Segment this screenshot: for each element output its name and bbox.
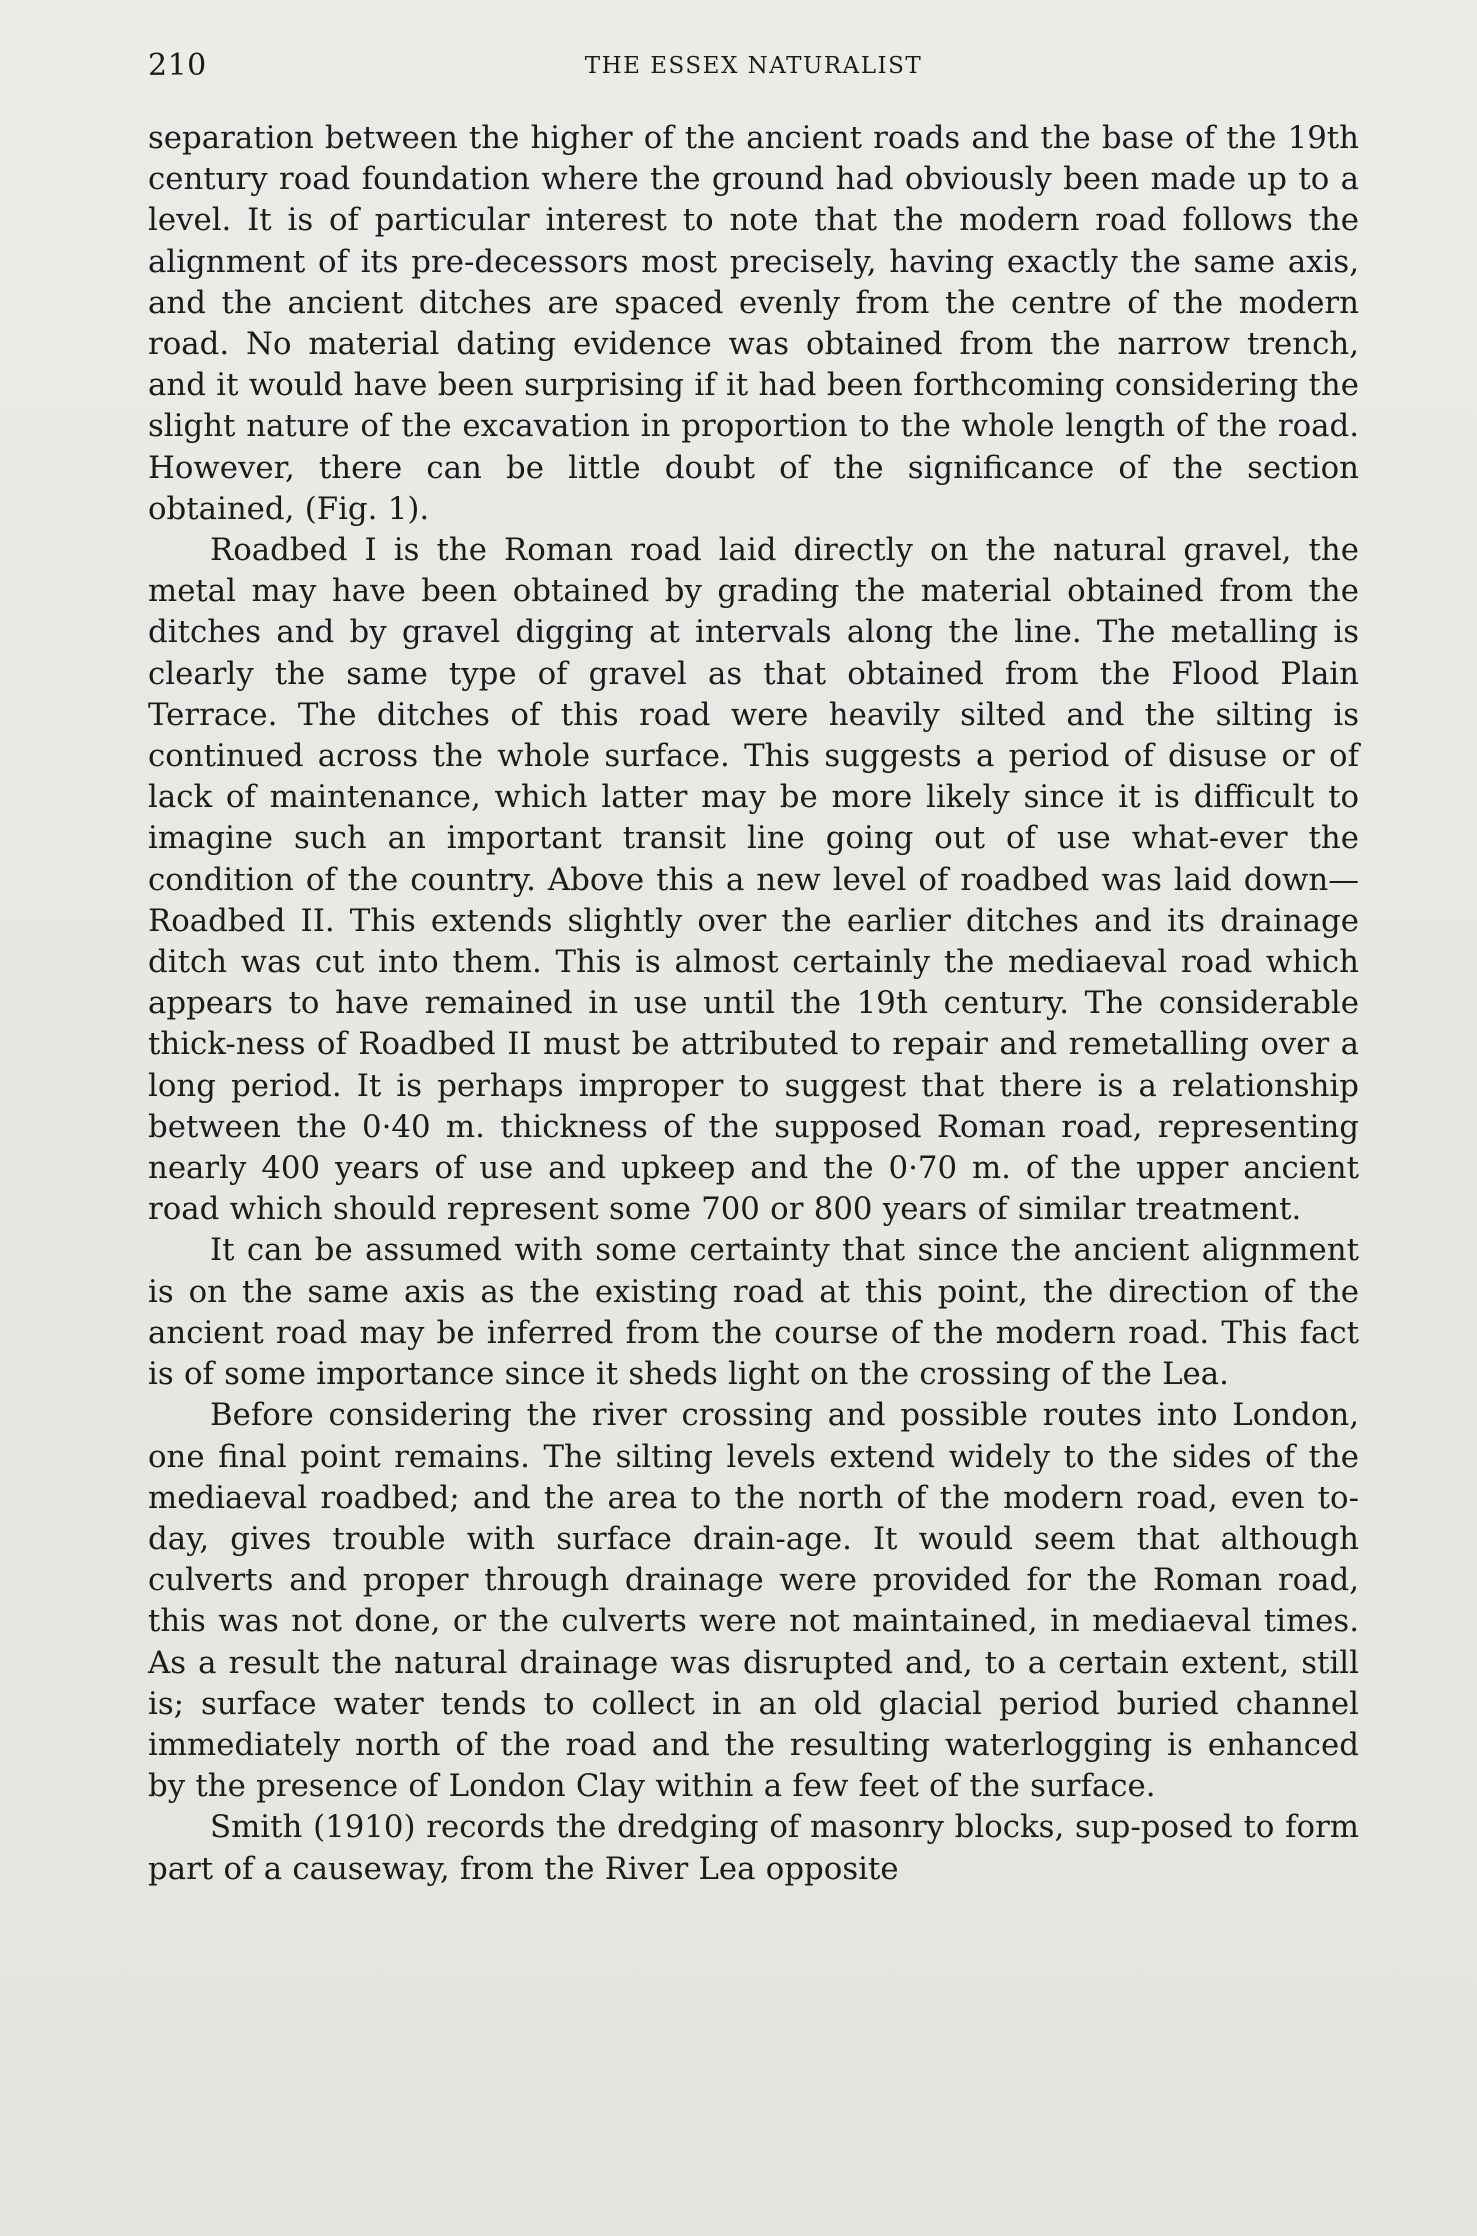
- paragraph-1: separation between the higher of the ancient roads and the base of the 19th century road foundation where the ground had obviously been made up to a level. It is of particular interest to note that the modern road follows the alignment of its pre-decessors most precisely, having exactly the same axis, and the ancient ditches are spaced evenly from the centre of the modern road. No material dating evidence was obtained from the narrow trench, and it would have been surprising if it had been forthcoming considering the slight nature of the excavation in proportion to the whole length of the road. However, there can be little doubt of the significance of the section obtained, (Fig. 1).: [148, 120, 1359, 527]
- paragraph-2: Roadbed I is the Roman road laid directly on the natural gravel, the metal may have been obtained by grading the material obtained from the ditches and by gravel digging at intervals along the line. The metalling is clearly the same type of gravel as that obtained from the Flood Plain Terrace. The ditches of this road were heavily silted and the silting is continued across the whole surface. This suggests a period of disuse or of lack of maintenance, which latter may be more likely since it is difficult to imagine such an important transit line going out of use what-ever the condition of the country. Above this a new level of roadbed was laid down—Roadbed II. This extends slightly over the earlier ditches and its drainage ditch was cut into them. This is almost certainly the mediaeval road which appears to have remained in use until the 19th century. The considerable thick-ness of Roadbed II must be attributed to repair and remetalling over a long period. It is perhaps improper to suggest that there is a relationship between the 0·40 m. thickness of the supposed Roman road, representing nearly 400 years of use and upkeep and the 0·70 m. of the upper ancient road which should represent some 700 or 800 years of similar treatment.: [148, 532, 1359, 1228]
- paragraph-3: It can be assumed with some certainty that since the ancient alignment is on the same axis as the existing road at this point, the direction of the ancient road may be inferred from the course of the modern road. This fact is of some importance since it sheds light on the crossing of the Lea.: [148, 1232, 1359, 1393]
- paragraph-4: Before considering the river crossing and possible routes into London, one final point remains. The silting levels extend widely to the sides of the mediaeval roadbed; and the area to the north of the modern road, even to-day, gives trouble with surface drain-age. It would seem that although culverts and proper through drainage were provided for the Roman road, this was not done, or the culverts were not maintained, in mediaeval times. As a result the natural drainage was disrupted and, to a certain extent, still is; surface water tends to collect in an old glacial period buried channel immediately north of the road and the resulting waterlogging is enhanced by the presence of London Clay within a few feet of the surface.: [148, 1397, 1359, 1805]
- body-text: [148, 118, 1359, 1890]
- paragraph-5: Smith (1910) records the dredging of masonry blocks, sup-posed to form part of a causeway, from the River Lea opposite: [148, 1809, 1359, 1887]
- running-title: THE ESSEX NATURALIST: [584, 53, 923, 79]
- page-header: [148, 44, 1359, 88]
- page-number: 210: [148, 48, 207, 83]
